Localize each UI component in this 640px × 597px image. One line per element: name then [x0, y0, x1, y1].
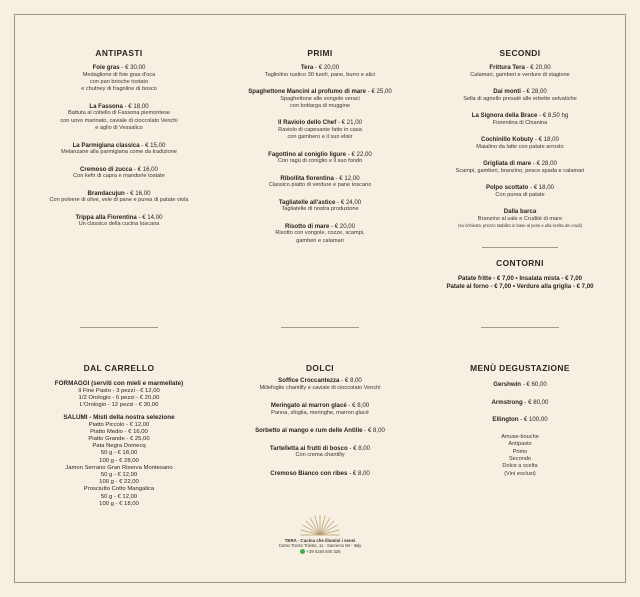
menu-item [427, 88, 613, 103]
menu-item-description: Con kefir di capra e mandorle tostate [73, 173, 165, 180]
degustazione-item: Gershwin - € 60,00 [493, 381, 547, 388]
section-title-contorni: CONTORNI [496, 258, 544, 268]
degustazione-price: € 80,00 [528, 398, 549, 406]
menu-item-name: Risotto di mare - € 20,00 [284, 222, 356, 230]
restaurant-name: TERA - Cucina che illumini i sensi [284, 538, 356, 543]
footer [260, 513, 380, 555]
degustazione-item: Armstrong - € 80,00 [491, 398, 549, 406]
menu-item-price: € 8,50 hg [542, 112, 569, 119]
degustazione-name: Gershwin [493, 381, 521, 388]
menu-item-price: € 30,00 [125, 64, 146, 71]
section-title-degustazione: MENÙ DEGUSTAZIONE [470, 363, 570, 373]
menu-item-price: € 8,00 [367, 427, 385, 434]
menu-item-title: Cremoso di zucca [80, 165, 133, 173]
menu-item-title: Polpo scottato [485, 184, 529, 191]
salumi-line: Jamon Serrano Gran Riserva Montesano [65, 464, 173, 471]
salumi-title: SALUMI - Misti della nostra selezione [63, 413, 175, 421]
menu-item-price: € 14,00 [142, 213, 163, 221]
menu-item-name [427, 208, 613, 216]
degustazione-course: (Vini esclusi) [504, 470, 536, 477]
menu-item-title: Tartelletta ai frutti di bosco [269, 444, 348, 452]
contorni-line: Patate al forno - € 7,00 • Verdure alla griglia - € 7,00 [446, 282, 594, 290]
carrello-section [26, 363, 212, 508]
menu-item [227, 151, 413, 166]
menu-item-description: Tagliatelle di nostra produzione [281, 206, 359, 213]
menu-item-title: Risotto di mare [284, 222, 330, 230]
menu-item [227, 64, 413, 79]
menu-item-name: Dai monti - € 28,00 [493, 88, 547, 95]
menu-item-description: Un classico della cucina toscana [78, 221, 160, 228]
divider [482, 247, 558, 248]
menu-item-name: Grigliata di mare - € 28,00 [483, 160, 557, 167]
menu-item [427, 112, 613, 127]
menu-item-description: Calamari, gamberi e verdure di stagione [470, 71, 570, 78]
salumi-line: 50 g - € 18,00 [100, 450, 138, 457]
section-title-dolci: DOLCI [305, 363, 335, 373]
salumi-line: Prosciutto Cotto Mangalica [83, 486, 155, 493]
menu-item-name: Trippa alla Fiorentina - € 14,00 [75, 213, 163, 221]
section-title-antipasti: ANTIPASTI [95, 48, 143, 58]
menu-item-name: La Parmigiana classica - € 15,00 [72, 141, 166, 149]
menu-item-description: Sella di agnello presalé alle erbette selvatiche [463, 95, 577, 102]
menu-item-description: Spaghettone alle vongole veraci [280, 95, 360, 102]
whatsapp-icon [300, 549, 305, 554]
menu-item-description: Classico piatto di verdure e pane toscano [268, 182, 372, 189]
menu-item-description: Risotto con vongole, cozze, scampi, [275, 230, 365, 237]
menu-item-title: Foie gras [92, 64, 120, 71]
menu-item-title: Ribollita fiorentina [280, 174, 334, 182]
menu-item-price: € 20,00 [318, 64, 340, 71]
menu-item-name: Il Raviolo dello Chef - € 21,00 [277, 119, 362, 127]
menu-item-title: Soffice Croccantezza [278, 377, 340, 384]
menu-item [26, 166, 212, 181]
salumi-line: Pata Negra Domecq [92, 443, 146, 450]
menu-item-description: Branzino al sale e Crudité di mare [477, 215, 563, 222]
menu-item [26, 103, 212, 133]
menu-item-description: con pan brioche tostato [89, 79, 149, 85]
divider [281, 327, 359, 328]
menu-item [227, 470, 413, 478]
salumi-line: 50 g - € 12,00 [100, 472, 138, 479]
menu-item-price: € 28,00 [526, 88, 547, 95]
menu-item-title: Spaghettone Mancini al profumo di mare [248, 88, 367, 95]
menu-item-price: € 24,00 [340, 198, 362, 206]
antipasti-section [26, 48, 212, 229]
menu-item-price: € 18,00 [533, 184, 555, 191]
salumi-line: Piatto Medio - € 16,00 [90, 428, 148, 435]
menu-item-name: Cremoso Bianco con ribes - € 8,00 [270, 469, 370, 477]
menu-item-description: Maialino da latte con patate arrosto [476, 143, 564, 150]
menu-item [427, 208, 613, 229]
menu-item [227, 223, 413, 245]
formaggi-line: L'Orologio - 12 pezzi - € 30,00 [79, 402, 159, 409]
menu-item-name: Tera - € 20,00 [300, 64, 340, 71]
menu-item-price: € 28,00 [536, 160, 557, 167]
menu-item-name: Cochinillo Kobuty - € 18,00 [481, 136, 559, 143]
contorni-line: Patate fritte - € 7,00 • Insalata mista - € 7,00 [457, 275, 583, 282]
menu-item-description: Melanzane alla parmigiana come da tradizione [61, 149, 177, 156]
salumi-line: 100 g - € 18,00 [99, 500, 139, 507]
menu-item [227, 445, 413, 460]
contorni-section [427, 258, 613, 290]
menu-item-name: Spaghettone Mancini al profumo di mare - € 25,00 [248, 88, 392, 95]
menu-item-description: Con ragù di coniglio e il suo fondo [277, 158, 363, 165]
menu-item-description: Con purea di patate [495, 191, 545, 198]
menu-item-title: Tagliatelle all'astice [278, 198, 336, 206]
menu-item-price: € 20,00 [530, 64, 551, 71]
menu-item-description: Fiorentina di Chianina [492, 119, 548, 126]
menu-item-price: € 8,00 [344, 377, 362, 384]
menu-item-name: Tartelletta ai frutti di bosco - € 8,00 [269, 444, 371, 452]
degustazione-price: € 100,00 [523, 416, 548, 424]
menu-item-title: La Parmigiana classica [72, 141, 140, 149]
menu-item [26, 142, 212, 157]
menu-item-name: Polpo scottato - € 18,00 [485, 184, 555, 191]
menu-item [427, 184, 613, 199]
menu-item [227, 119, 413, 141]
menu-item [227, 377, 413, 392]
menu-item-description: e chutney di fragoline di bosco [81, 86, 157, 93]
menu-item-price: € 25,00 [371, 88, 392, 95]
menu-item-name: La Signora della Brace - € 8,50 hg [471, 112, 569, 119]
menu-item [227, 427, 413, 435]
primi-section [227, 48, 413, 245]
degustazione-item: Ellington - € 100,00 [492, 416, 548, 424]
salumi-line: Piatto Grande - € 25,00 [88, 436, 150, 443]
menu-item [26, 190, 212, 205]
menu-item [427, 64, 613, 79]
menu-item-description: Medaglione di foie gras d'oca [82, 71, 156, 78]
menu-item-name: Fagottino al coniglio ligure - € 22,00 [268, 150, 372, 158]
menu-item-name: Brandacujun - € 16,00 [87, 189, 151, 197]
menu-item-price: € 22,00 [351, 150, 372, 158]
menu-item-title: Dalla barca [503, 208, 537, 215]
menu-item-description: con bottarga di muggine [289, 103, 351, 109]
menu-item-description: Con polvere di olive, vele di pane e purea di patate viola [49, 197, 189, 204]
degustazione-price: € 60,00 [526, 381, 547, 388]
menu-item [227, 199, 413, 214]
degustazione-course: Amuse-bouche [501, 433, 539, 440]
degustazione-course: Secondo [508, 456, 532, 462]
menu-item-price: € 8,00 [352, 402, 370, 409]
degustazione-course: Dolce a scelta [502, 463, 538, 470]
divider [481, 327, 559, 328]
divider [80, 327, 158, 328]
menu-item [26, 64, 212, 94]
menu-item-title: Grigliata di mare [483, 160, 532, 167]
menu-item [427, 136, 613, 151]
salumi-line: 50 g - € 12,00 [100, 493, 138, 500]
degustazione-course: Primo [512, 448, 528, 455]
menu-item-price: € 21,00 [341, 119, 362, 127]
menu-item-title: Sorbetto al mango e rum delle Antille [255, 427, 363, 434]
degustazione-section [427, 363, 613, 478]
menu-item-title: La Fassona [89, 102, 123, 110]
menu-item-description: Millefoglie chantilly e caviale di cioccolato Venchi [259, 384, 381, 391]
menu-item-price: € 8,00 [352, 469, 370, 477]
menu-item-name: La Fassona - € 18,00 [89, 102, 149, 110]
formaggi-line: 1/2 Orologio - 6 pezzi - € 20,00 [78, 395, 160, 402]
menu-item [427, 160, 613, 175]
restaurant-address: Corso Trento Trieste, 11 - Sanremo IM - Italy [278, 543, 362, 548]
menu-item-description: Scampi, gamberi, branzino, pesce spada e calamari [455, 167, 585, 174]
sun-rays-logo [300, 513, 340, 537]
menu-item-description: Raviolo di capesante fatto in casa [278, 127, 362, 133]
restaurant-phone[interactable]: +39 0184 840 326 [260, 549, 380, 555]
menu-item-description: con uovo marinato, caviale di cioccolato Venchi [60, 117, 178, 124]
menu-item-description: Con crema chantilly [295, 452, 345, 459]
menu-item-title: Cremoso Bianco con ribes [270, 469, 348, 477]
menu-item-price: € 8,00 [353, 444, 371, 452]
menu-item-description: Tagliolino rustico 30 tuorli, pane, burro e alici [264, 71, 376, 78]
menu-item-name: Frittura Tera - € 20,00 [489, 64, 551, 71]
salumi-line: 100 g - € 28,00 [99, 457, 139, 464]
dolci-section [227, 363, 413, 477]
menu-item-name: Meringato al marron glacé - € 8,00 [270, 402, 370, 409]
menu-item-title: Il Raviolo dello Chef [277, 119, 337, 127]
menu-item-title: Brandacujun [87, 189, 125, 197]
degustazione-course: Antipasto [508, 441, 532, 448]
menu-item-price: € 16,00 [130, 189, 151, 197]
formaggi-line: Il Fine Pasto - 3 pezzi - € 12,00 [78, 388, 160, 394]
menu-item-price: € 12,00 [339, 174, 360, 182]
menu-item-description: con gambero e il suo elisir [287, 134, 353, 141]
section-title-secondi: SECONDI [499, 48, 541, 58]
degustazione-name: Ellington [492, 416, 519, 424]
menu-item [227, 402, 413, 417]
formaggi-title: FORMAGGI (serviti con mieli e marmellate) [54, 380, 184, 387]
menu-item-title: Frittura Tera [489, 64, 525, 71]
menu-item-price: € 15,00 [145, 141, 166, 149]
menu-item-price: € 16,00 [137, 165, 158, 173]
menu-item-title: Meringato al marron glacé [270, 402, 347, 409]
menu-item-description: e aglio di Vessalico [95, 125, 143, 132]
menu-item-name: Foie gras - € 30,00 [92, 64, 146, 71]
menu-item-name: Tagliatelle all'astice - € 24,00 [278, 198, 362, 206]
menu-item [227, 175, 413, 190]
menu-item-title: Dai monti [493, 88, 521, 95]
section-title-primi: PRIMI [307, 48, 333, 58]
degustazione-name: Armstrong [491, 398, 523, 406]
menu-item-note: (su richiesta: prezzo stabilito in base al peso e alla scelta dei crudi) [458, 223, 582, 228]
menu-item-name: Cremoso di zucca - € 16,00 [80, 165, 158, 173]
menu-item [26, 214, 212, 229]
menu-item-title: La Signora della Brace [471, 112, 538, 119]
menu-item-price: € 18,00 [538, 136, 559, 143]
menu-item-name: Soffice Croccantezza - € 8,00 [278, 377, 362, 384]
salumi-line: Piatto Piccolo - € 12,00 [88, 421, 150, 428]
menu-item-name: Sorbetto al mango e rum delle Antille - € 8,00 [255, 427, 385, 434]
menu-item-description: Panna, sfoglia, meringhe, marron glacé [271, 409, 369, 416]
menu-item-description: gamberi e calamari [296, 237, 344, 244]
menu-item-name: Ribollita fiorentina - € 12,00 [280, 174, 360, 182]
menu-item-title: Trippa alla Fiorentina [75, 213, 137, 221]
salumi-line: 100 g - € 22,00 [99, 479, 139, 486]
menu-item-description: Battuta al coltello di Fassona piemontese [68, 110, 170, 117]
menu-item-price: € 18,00 [128, 102, 149, 110]
menu-item-title: Fagottino al coniglio ligure [268, 150, 347, 158]
menu-item-title: Tera [300, 64, 314, 71]
menu-item [227, 88, 413, 110]
secondi-section [427, 48, 613, 229]
menu-item-title: Cochinillo Kobuty [481, 136, 534, 143]
section-title-carrello: DAL CARRELLO [83, 363, 155, 373]
menu-item-price: € 20,00 [334, 222, 356, 230]
